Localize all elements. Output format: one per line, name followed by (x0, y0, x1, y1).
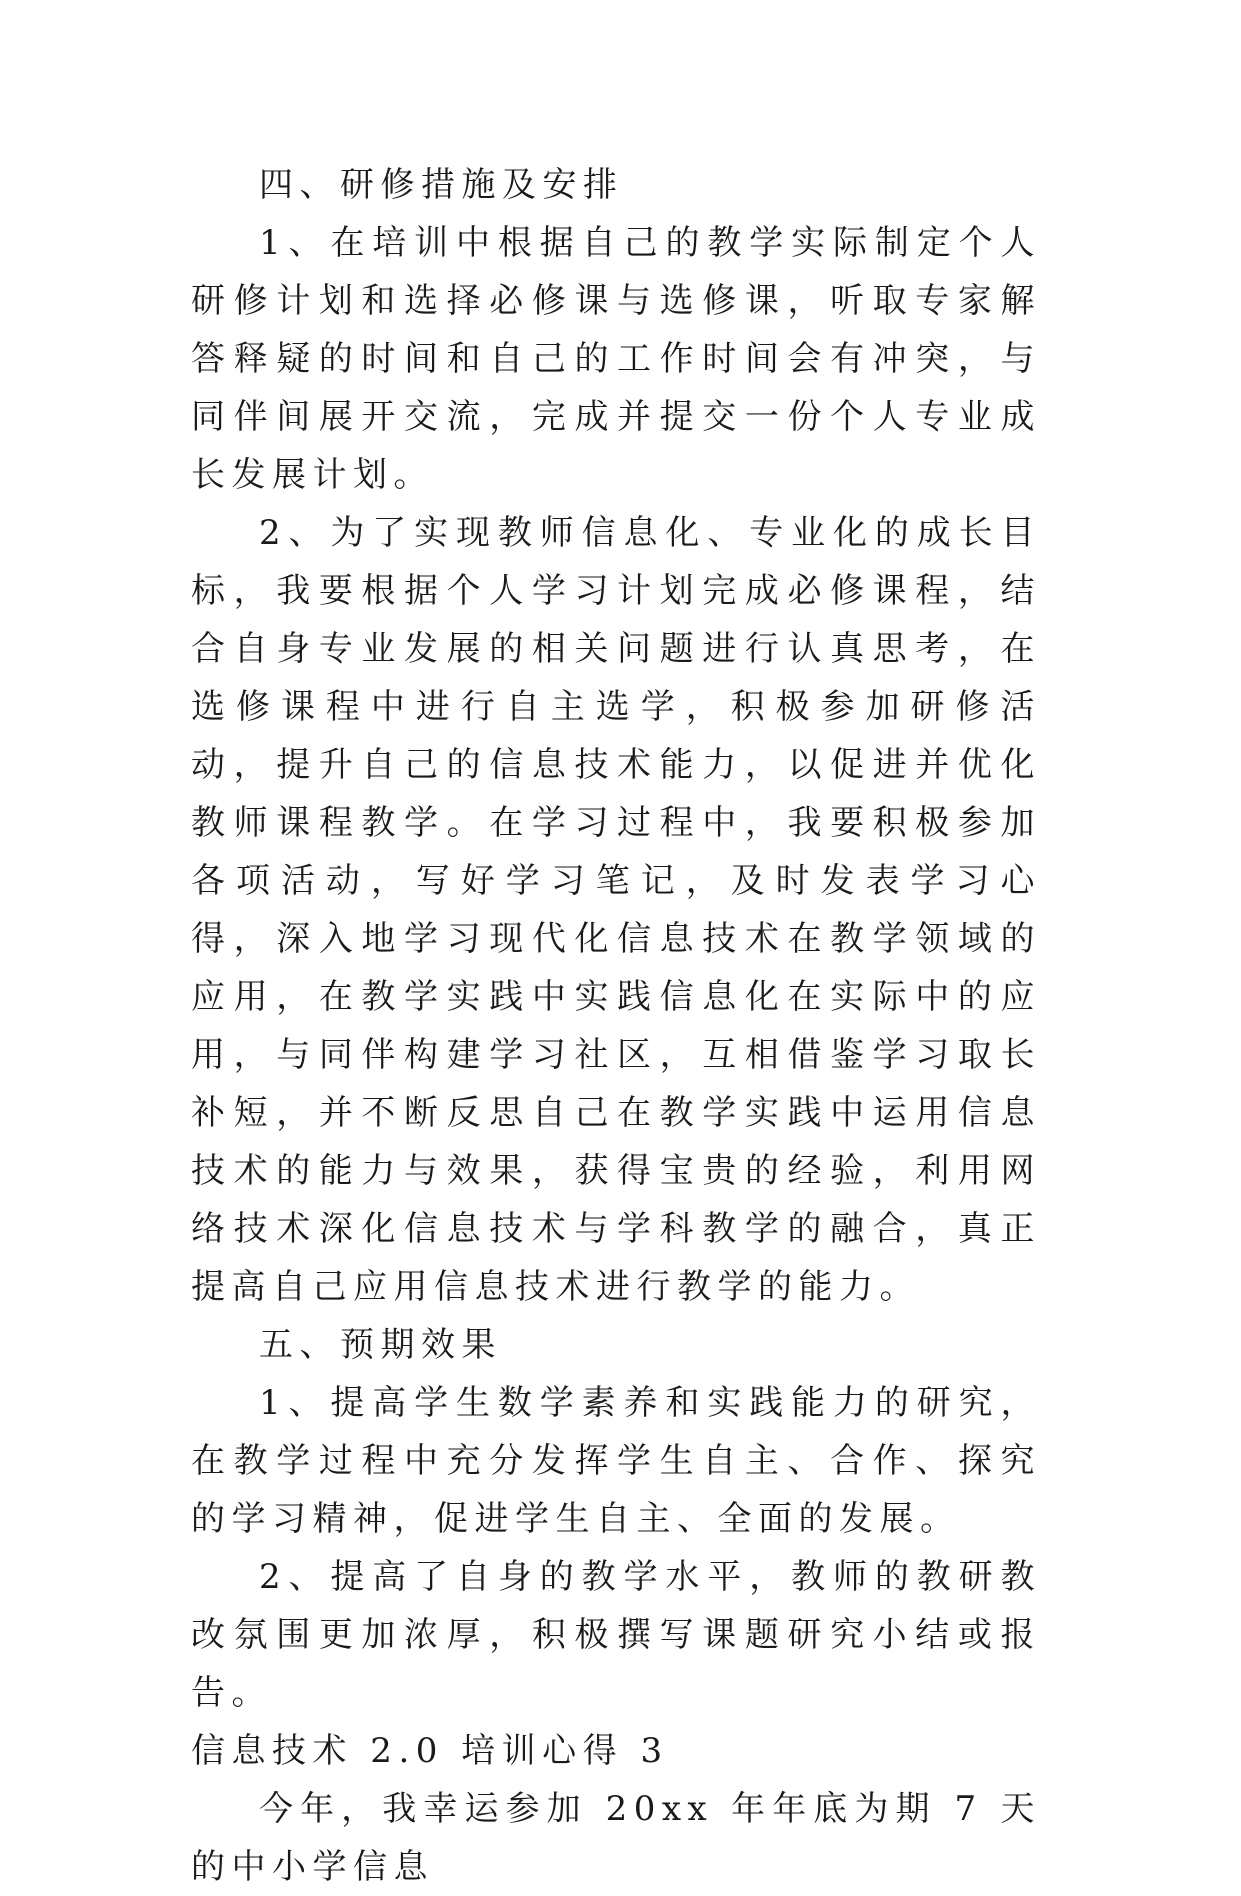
article-title: 信息技术 2.0 培训心得 3 (191, 1731, 669, 1771)
document-body (191, 156, 1041, 1896)
section-heading-5: 五、预期效果 (259, 1325, 502, 1365)
paragraph: 2、提高了自身的教学水平，教师的教研教改氛围更加浓厚，积极撰写课题研究小结或报告。 (191, 1557, 1041, 1713)
paragraph: 1、提高学生数学素养和实践能力的研究，在教学过程中充分发挥学生自主、合作、探究的学习精神，促进学生自主、全面的发展。 (191, 1383, 1041, 1539)
paragraph: 1、在培训中根据自己的教学实际制定个人研修计划和选择必修课与选修课，听取专家解答释疑的时间和自己的工作时间会有冲突，与同伴间展开交流，完成并提交一份个人专业成长发展计划。 (191, 223, 1041, 495)
section-heading-4: 四、研修措施及安排 (259, 165, 624, 205)
paragraph: 2、为了实现教师信息化、专业化的成长目标，我要根据个人学习计划完成必修课程，结合自身专业发展的相关问题进行认真思考，在选修课程中进行自主选学，积极参加研修活动，提升自己的信息技术能力，以促进并优化教师课程教学。在学习过程中，我要积极参加各项活动，写好学习笔记，及时发表学习心得，深入地学习现代化信息技术在教学领域的应用，在教学实践中实践信息化在实际中的应用，与同伴构建学习社区，互相借鉴学习取长补短，并不断反思自己在教学实践中运用信息技术的能力与效果，获得宝贵的经验，利用网络技术深化信息技术与学科教学的融合，真正提高自己应用信息技术进行教学的能力。 (191, 513, 1041, 1307)
paragraph: 今年，我幸运参加 20xx 年年底为期 7 天的中小学信息 (191, 1789, 1041, 1887)
